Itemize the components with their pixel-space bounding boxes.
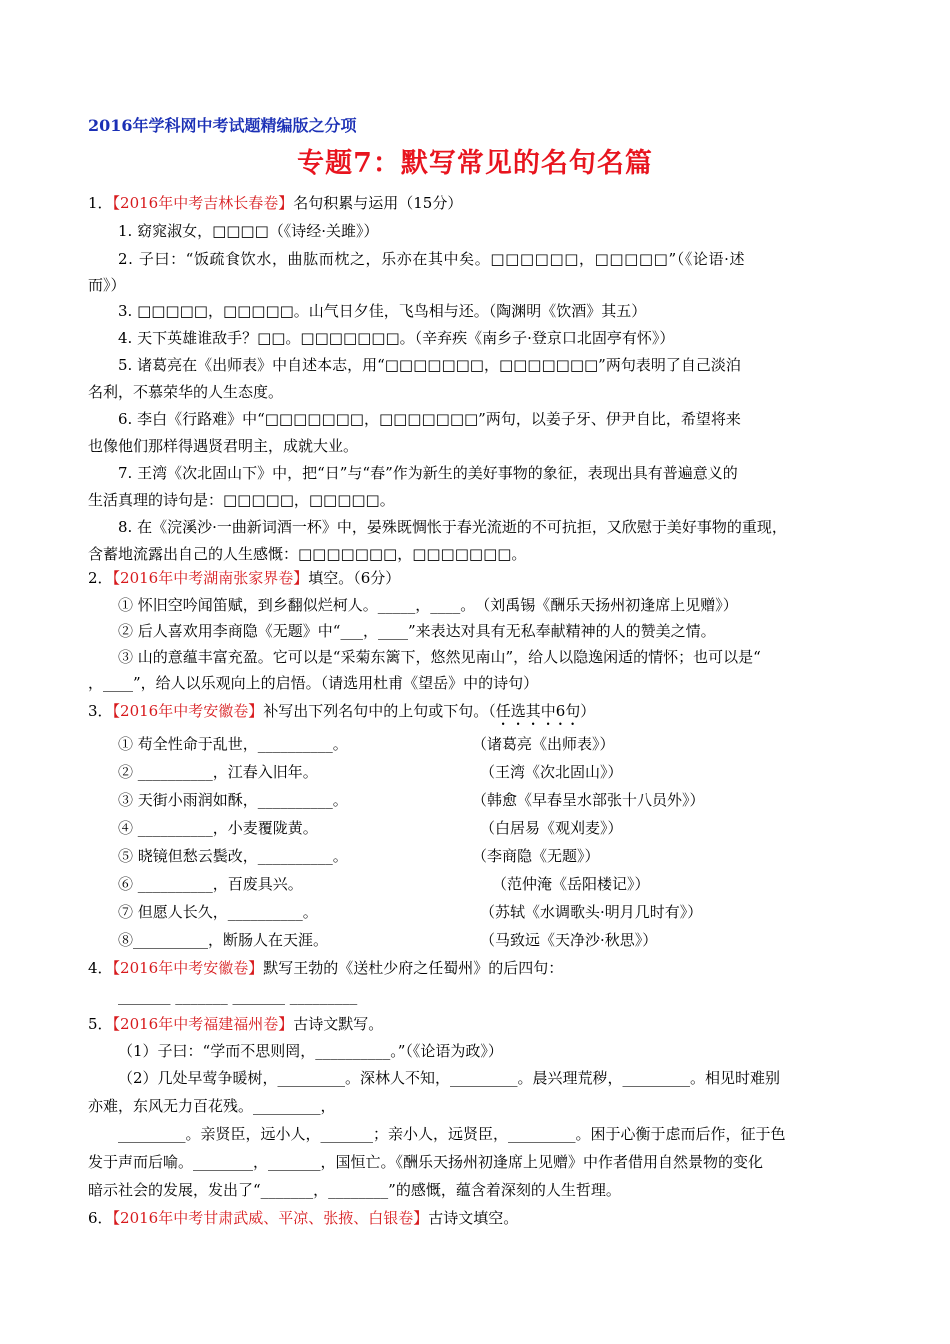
q3-item-4: ④ __________，小麦覆陇黄。 xyxy=(118,819,318,837)
question-number: 3． xyxy=(88,702,113,720)
q1-item-4: 4. 天下英雄谁敌手？□□。□□□□□□□。（辛弃疾《南乡子·登京口北固亭有怀》） xyxy=(118,329,675,347)
question-number: 1． xyxy=(88,194,113,212)
question-description: 古诗文默写。 xyxy=(293,1015,384,1033)
q3-item-4-source: （白居易《观刈麦》） xyxy=(480,819,623,837)
question-number: 5． xyxy=(88,1015,113,1033)
q1-item-2-cont: 而》） xyxy=(88,276,126,294)
emphasized-instruction: 任选其中6句 xyxy=(495,702,581,720)
q3-item-1-source: （诸葛亮《出师表》） xyxy=(472,735,615,753)
q1-item-6-cont: 也像他们那样得遇贤君明主，成就大业。 xyxy=(88,437,359,455)
q5-item-5: 暗示社会的发展，发出了“_______，________”的感慨，蕴含着深刻的人生哲理。 xyxy=(88,1181,621,1199)
question-number: 4． xyxy=(88,959,113,977)
q1-item-5: 5. 诸葛亮在《出师表》中自述本志，用“□□□□□□□，□□□□□□□”两句表明了自己淡泊 xyxy=(118,356,741,374)
question-source: 【2016年中考安徽卷】 xyxy=(112,959,264,977)
question-description: 默写王勃的《送杜少府之任蜀州》的后四句： xyxy=(263,959,564,977)
q1-item-1: 1. 窈窕淑女，□□□□（《诗经·关雎》） xyxy=(118,222,379,240)
q3-item-6-source: （范仲淹《岳阳楼记》） xyxy=(492,875,650,893)
q3-item-6: ⑥ __________，百废具兴。 xyxy=(118,875,303,893)
question-number: 2． xyxy=(88,569,113,587)
question-1-heading xyxy=(88,193,462,213)
q5-item-2: （2）几处早莺争暖树，_________。深林人不知，_________。晨兴理荒秽，_________。相见时难别 xyxy=(118,1069,781,1087)
q1-item-7: 7. 王湾《次北固山下》中，把“日”与“春”作为新生的美好事物的象征，表现出具有普遍意义的 xyxy=(118,464,738,482)
q3-item-2: ② __________，江春入旧年。 xyxy=(118,763,318,781)
q3-item-8: ⑧__________，断肠人在天涯。 xyxy=(118,931,329,949)
q1-item-8-cont: 含蓄地流露出自己的人生感慨：□□□□□□□，□□□□□□□。 xyxy=(88,545,527,563)
question-description-end: ） xyxy=(580,702,596,720)
q2-item-1: ① 怀旧空吟闻笛赋，到乡翻似烂柯人。_____，____。 （刘禹锡《酬乐天扬州初逢席上见赠》） xyxy=(118,596,738,614)
question-5-heading xyxy=(88,1014,383,1034)
topic-title: 专题7：默写常见的名句名篇 xyxy=(297,148,653,179)
series-header: 2016年学科网中考试题精编版之分项 xyxy=(88,116,357,135)
question-source: 【2016年中考吉林长春卷】 xyxy=(112,194,294,212)
q3-item-7-source: （苏轼《水调歌头·明月几时有》） xyxy=(480,903,703,921)
q5-item-4: 发于声而后喻。________，_______，国恒亡。《酬乐天扬州初逢席上见赠》中作者借用自然景物的变化 xyxy=(88,1153,764,1171)
question-2-heading xyxy=(88,568,400,588)
question-description: 补写出下列名句中的上句或下句。（ xyxy=(263,702,496,720)
q3-item-5: ⑤ 晓镜但愁云鬓改，__________。 xyxy=(118,847,348,865)
question-description: 古诗文填空。 xyxy=(428,1209,519,1227)
q1-item-5-cont: 名利，不慕荣华的人生态度。 xyxy=(88,383,284,401)
question-source: 【2016年中考湖南张家界卷】 xyxy=(112,569,309,587)
q1-item-2: 2. 子曰：“饭疏食饮水，曲肱而枕之，乐亦在其中矣。□□□□□□，□□□□□”（《论语·述 xyxy=(118,250,746,268)
q3-item-2-source: （王湾《次北固山》） xyxy=(480,763,623,781)
q5-item-3: _________。亲贤臣，远小人，_______；亲小人，远贤臣，_________。困于心衡于虑而后作，征于色 xyxy=(118,1125,786,1143)
q2-item-3-cont: ，____”，给人以乐观向上的启悟。（请选用杜甫《望岳》中的诗句） xyxy=(88,674,539,692)
q1-item-7-cont: 生活真理的诗句是：□□□□□，□□□□□。 xyxy=(88,491,395,509)
q5-item-1: （1）子曰：“学而不思则罔，__________。”（《论语为政》） xyxy=(118,1042,503,1060)
q3-item-5-source: （李商隐《无题》） xyxy=(472,847,600,865)
question-source: 【2016年中考安徽卷】 xyxy=(112,702,264,720)
question-4-heading xyxy=(88,958,563,978)
q1-item-6: 6. 李白《行路难》中“□□□□□□□，□□□□□□□”两句，以姜子牙、伊尹自比，希望将来 xyxy=(118,410,741,428)
q1-item-3: 3. □□□□□，□□□□□。山气日夕佳，飞鸟相与还。（陶渊明《饮酒》其五） xyxy=(118,302,647,320)
q2-item-2: ② 后人喜欢用李商隐《无题》中“___，____”来表达对具有无私奉献精神的人的赞美之情。 xyxy=(118,622,716,640)
q3-item-3: ③ 天街小雨润如酥，__________。 xyxy=(118,791,348,809)
question-description: 名句积累与运用（15分） xyxy=(293,194,463,212)
q3-item-7: ⑦ 但愿人长久，__________。 xyxy=(118,903,318,921)
question-3-heading xyxy=(88,701,595,729)
q4-answer-blanks: _______ _______ _______ _________ xyxy=(118,987,358,1005)
question-description: 填空。（6分） xyxy=(308,569,401,587)
q2-item-3: ③ 山的意蕴丰富充盈。它可以是“采菊东篱下，悠然见南山”，给人以隐逸闲适的情怀；也可以是“ xyxy=(118,648,761,666)
q3-item-8-source: （马致远《天净沙·秋思》） xyxy=(480,931,658,949)
question-source: 【2016年中考福建福州卷】 xyxy=(112,1015,294,1033)
q5-item-2-cont: 亦难，东风无力百花残。_________， xyxy=(88,1097,336,1115)
question-6-heading xyxy=(88,1208,518,1228)
q3-item-3-source: （韩愈《早春呈水部张十八员外》） xyxy=(472,791,705,809)
question-source: 【2016年中考甘肃武威、平凉、张掖、白银卷】 xyxy=(112,1209,429,1227)
q3-item-1: ① 苟全性命于乱世，__________。 xyxy=(118,735,348,753)
q1-item-8: 8. 在《浣溪沙·一曲新词酒一杯》中，晏殊既惆怅于春光流逝的不可抗拒，又欣慰于美好事物的重现， xyxy=(118,518,787,536)
question-number: 6． xyxy=(88,1209,113,1227)
